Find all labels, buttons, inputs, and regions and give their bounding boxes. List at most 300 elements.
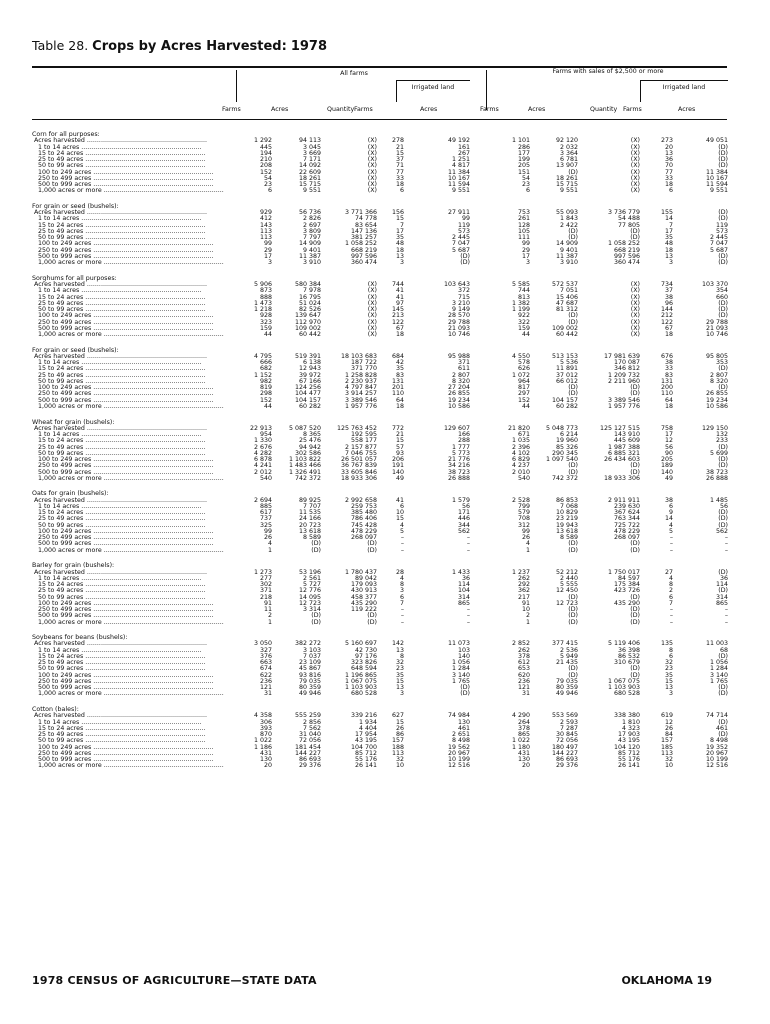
table-cell: 82 526 — [298, 306, 321, 313]
table-cell: 67 166 — [298, 377, 321, 385]
table-cell: 99 — [263, 240, 272, 248]
table-cell: 10 829 — [555, 509, 578, 517]
table-cell: 41 — [395, 293, 404, 301]
table-cell: 192 595 — [350, 431, 377, 438]
table-cell: 385 480 — [350, 509, 377, 517]
row-label: 50 to 99 acres ............................................................ — [38, 234, 206, 242]
table-cell: 1 022 — [511, 737, 530, 745]
row-label: Acres harvested ............................................................ — [34, 712, 208, 720]
table-cell: 7 — [668, 221, 673, 229]
table-cell: 12 — [664, 718, 673, 726]
row-label: 50 to 99 acres ............................................................ — [38, 162, 206, 170]
table-cell: 290 345 — [551, 449, 578, 457]
table-cell: (D) — [630, 227, 640, 235]
table-cell: 67 — [395, 324, 404, 332]
table-cell: 21 820 — [507, 424, 530, 432]
table-cell: 445 609 — [613, 437, 640, 445]
table-cell: 7 — [399, 599, 404, 607]
table-cell: 3 — [525, 259, 530, 267]
table-cell: – — [466, 618, 470, 626]
table-cell: 10 746 — [447, 331, 470, 338]
table-cell: 8 — [668, 581, 673, 588]
table-cell: 10 199 — [447, 756, 470, 763]
table-cell: 1 152 — [253, 371, 272, 379]
table-cell: 3 045 — [302, 143, 321, 151]
table-cell: 12 776 — [298, 587, 321, 595]
row-label: 1 to 14 acres ............................................................ — [38, 574, 202, 582]
row-label: 1 to 14 acres ............................................................ — [38, 287, 202, 295]
table-cell: 2 445 — [709, 234, 728, 242]
table-cell: 2 230 937 — [344, 377, 377, 385]
table-cell: 31 — [521, 690, 530, 698]
table-cell: 85 712 — [354, 749, 377, 757]
table-cell: 3 364 — [559, 149, 578, 157]
table-cell: 239 630 — [613, 502, 640, 510]
table-cell: – — [669, 546, 673, 554]
table-cell: (X) — [367, 143, 377, 151]
table-cell: 11 003 — [705, 640, 728, 648]
table-cell: 10 167 — [447, 174, 470, 182]
table-cell: 323 826 — [350, 659, 377, 667]
table-cell: 28 570 — [447, 312, 470, 320]
table-cell: 4 237 — [511, 462, 530, 470]
table-cell: (D) — [630, 593, 640, 601]
table-cell: 273 — [660, 137, 673, 145]
table-cell: 8 — [399, 581, 404, 588]
table-cell: 57 — [395, 443, 404, 451]
table-cell: (D) — [718, 209, 728, 217]
table-cell: (D) — [718, 509, 728, 517]
column-separator — [396, 80, 397, 102]
table-cell: 799 — [517, 502, 530, 510]
table-cell: 2 852 — [511, 640, 530, 648]
table-year: 1978 — [290, 39, 327, 54]
table-cell: 360 474 — [350, 259, 377, 267]
table-cell: 8 320 — [451, 377, 470, 385]
table-cell: 1 058 252 — [344, 240, 377, 248]
table-cell: 26 888 — [705, 474, 728, 482]
table-cell: 152 — [259, 168, 272, 176]
table-cell: 4 — [668, 521, 673, 529]
table-cell: 4 102 — [511, 449, 530, 457]
table-cell: 6 781 — [559, 156, 578, 163]
table-cell: 21 093 — [447, 324, 470, 332]
table-cell: 753 — [517, 209, 530, 217]
table-cell: 217 — [517, 593, 530, 601]
row-label: 1,000 acres or more ............................................................ — [38, 402, 224, 410]
table-cell: 446 — [457, 515, 470, 523]
table-cell: 83 654 — [354, 221, 377, 229]
table-cell: 5 949 — [559, 652, 578, 660]
column-header: Acres — [271, 106, 289, 113]
table-cell: 3 — [399, 587, 404, 595]
table-cell: (X) — [367, 318, 377, 326]
table-cell: 1 780 437 — [344, 568, 377, 576]
table-cell: 353 — [715, 359, 728, 367]
table-cell: 27 — [664, 568, 673, 576]
table-cell: 259 753 — [350, 502, 377, 510]
table-cell: 6 — [668, 593, 673, 601]
table-cell: 140 — [457, 652, 470, 660]
table-cell: 33 — [395, 174, 404, 182]
table-cell: 6 — [668, 502, 673, 510]
table-cell: 423 726 — [613, 587, 640, 595]
table-cell: 1 035 — [511, 437, 530, 445]
table-cell: (D) — [311, 612, 321, 620]
table-cell: 185 — [660, 743, 673, 751]
table-cell: 33 — [664, 174, 673, 182]
table-cell: 111 — [517, 234, 530, 242]
table-cell: 7 — [668, 599, 673, 607]
table-cell: 152 — [259, 396, 272, 404]
column-separator — [236, 70, 237, 102]
table-cell: 6 — [668, 652, 673, 660]
table-cell: 1 957 776 — [607, 402, 640, 410]
table-cell: 38 — [664, 496, 673, 504]
table-cell: 37 012 — [555, 371, 578, 379]
table-cell: 7 051 — [559, 287, 578, 295]
row-label: 500 to 999 acres ............................................................ — [38, 396, 214, 404]
table-cell: 2 445 — [451, 234, 470, 242]
table-cell: 35 — [664, 234, 673, 242]
table-cell: 54 488 — [617, 215, 640, 223]
table-cell: 56 — [461, 502, 470, 510]
table-cell: (X) — [367, 156, 377, 163]
table-cell: 2 — [668, 587, 673, 595]
table-cell: 93 816 — [298, 671, 321, 679]
table-cell: (D) — [630, 462, 640, 470]
table-cell: 461 — [715, 724, 728, 732]
table-cell: 262 — [517, 646, 530, 654]
table-cell: 11 387 — [555, 252, 578, 260]
table-cell: 109 002 — [551, 324, 578, 332]
table-cell: 5 687 — [709, 246, 728, 254]
table-cell: 322 — [517, 318, 530, 326]
table-cell: 23 109 — [298, 659, 321, 667]
row-label: 25 to 49 acres ............................................................ — [38, 156, 206, 163]
table-cell: 367 624 — [613, 509, 640, 517]
table-cell: 97 — [395, 299, 404, 307]
table-cell: 7 562 — [302, 724, 321, 732]
section-heading: Sorghums for all purposes: — [32, 274, 117, 282]
table-cell: 30 845 — [555, 731, 578, 738]
table-cell: 1 097 540 — [545, 456, 578, 463]
row-label: 100 to 249 acres ............................................................ — [38, 671, 214, 679]
row-label: 15 to 24 acres ............................................................ — [38, 221, 206, 229]
table-cell: 6 214 — [559, 431, 578, 438]
table-cell: 122 — [391, 318, 404, 326]
table-cell: 55 176 — [617, 756, 640, 763]
table-cell: (D) — [568, 318, 578, 326]
table-cell: 29 — [521, 246, 530, 254]
table-cell: 104 157 — [551, 396, 578, 404]
table-cell: 9 551 — [559, 187, 578, 195]
table-cell: – — [724, 534, 728, 542]
table-cell: 8 589 — [559, 534, 578, 542]
table-cell: 205 — [660, 456, 673, 463]
table-cell: 680 528 — [350, 690, 377, 698]
table-cell: 277 — [259, 574, 272, 582]
table-cell: 11 891 — [555, 365, 578, 373]
table-cell: 139 647 — [294, 312, 321, 320]
table-cell: 1 022 — [253, 737, 272, 745]
row-label: 100 to 249 acres ............................................................ — [38, 527, 214, 535]
table-cell: 34 216 — [447, 462, 470, 470]
table-cell: 23 — [664, 665, 673, 673]
table-cell: 4 795 — [253, 352, 272, 360]
table-cell: 70 — [664, 162, 673, 170]
table-cell: 19 562 — [447, 743, 470, 751]
table-cell: 23 — [263, 181, 272, 188]
table-cell: 1 843 — [559, 215, 578, 223]
table-cell: – — [466, 540, 470, 548]
table-cell: 9 149 — [451, 306, 470, 313]
table-cell: 208 — [259, 162, 272, 170]
row-label: 15 to 24 acres ............................................................ — [38, 149, 206, 157]
table-cell: (D) — [568, 168, 578, 176]
column-header: Quantity — [590, 106, 618, 113]
table-cell: 620 — [517, 671, 530, 679]
table-cell: 572 537 — [551, 281, 578, 288]
table-cell: 13 618 — [555, 527, 578, 535]
table-cell: 725 722 — [613, 521, 640, 529]
table-cell: – — [400, 612, 404, 620]
table-cell: 1 067 075 — [344, 677, 377, 685]
table-cell: (D) — [568, 227, 578, 235]
table-cell: 6 — [399, 502, 404, 510]
table-cell: 1 237 — [511, 568, 530, 576]
table-cell: 31 040 — [298, 731, 321, 738]
table-cell: (D) — [718, 684, 728, 692]
table-cell: 682 — [259, 365, 272, 373]
row-label: 50 to 99 acres ............................................................ — [38, 737, 206, 745]
table-cell: 382 272 — [294, 640, 321, 648]
table-cell: 44 — [263, 331, 272, 338]
table-cell: 371 770 — [350, 365, 377, 373]
table-cell: 2 807 — [451, 371, 470, 379]
table-cell: 7 068 — [559, 502, 578, 510]
row-label: 1,000 acres or more ............................................................ — [38, 618, 224, 626]
table-cell: 435 290 — [613, 599, 640, 607]
table-cell: (D) — [630, 665, 640, 673]
table-cell: 1 284 — [451, 665, 470, 673]
table-cell: 8 — [668, 646, 673, 654]
table-cell: 13 — [395, 252, 404, 260]
table-cell: 152 — [517, 396, 530, 404]
section-heading: Soybeans for beans (bushels): — [32, 634, 128, 642]
table-cell: 2 992 658 — [344, 496, 377, 504]
table-cell: (X) — [630, 331, 640, 338]
table-cell: 26 501 057 — [340, 456, 377, 463]
row-label: 1 to 14 acres ............................................................ — [38, 502, 202, 510]
table-cell: 2 396 — [511, 443, 530, 451]
table-cell: 79 035 — [555, 677, 578, 685]
table-cell: 9 401 — [302, 246, 321, 254]
table-cell: 72 056 — [298, 737, 321, 745]
table-cell: 68 — [719, 646, 728, 654]
table-cell: 1 934 — [358, 718, 377, 726]
table-cell: (D) — [718, 259, 728, 267]
row-label: Acres harvested ............................................................ — [34, 137, 208, 145]
table-cell: 29 788 — [705, 318, 728, 326]
table-cell: 35 — [395, 671, 404, 679]
table-cell: 371 — [259, 587, 272, 595]
table-cell: 6 — [668, 187, 673, 195]
table-cell: – — [724, 618, 728, 626]
table-cell: 10 199 — [705, 756, 728, 763]
table-cell: 21 776 — [447, 456, 470, 463]
row-label: 250 to 499 acres ............................................................ — [38, 462, 214, 470]
table-cell: 3 — [267, 259, 272, 267]
table-cell: – — [400, 618, 404, 626]
table-cell: 4 290 — [511, 712, 530, 720]
table-cell: 10 167 — [705, 174, 728, 182]
table-cell: 104 — [457, 587, 470, 595]
table-cell: 74 984 — [447, 712, 470, 720]
table-cell: 7 047 — [709, 240, 728, 248]
table-cell: 9 551 — [451, 187, 470, 195]
table-cell: 81 312 — [555, 306, 578, 313]
table-cell: 885 — [259, 502, 272, 510]
table-cell: 22 913 — [249, 424, 272, 432]
table-cell: 36 767 839 — [340, 462, 377, 470]
table-cell: (D) — [630, 540, 640, 548]
table-cell: 113 — [259, 234, 272, 242]
table-cell: (X) — [367, 168, 377, 176]
table-cell: 74 778 — [354, 215, 377, 223]
row-label: 50 to 99 acres ............................................................ — [38, 377, 206, 385]
table-cell: 140 — [391, 468, 404, 476]
table-cell: 49 946 — [298, 690, 321, 698]
table-cell: 13 — [664, 252, 673, 260]
table-cell: 77 805 — [617, 221, 640, 229]
row-label: 250 to 499 acres ............................................................ — [38, 246, 214, 254]
table-cell: (X) — [630, 156, 640, 163]
table-cell: 55 093 — [555, 209, 578, 217]
table-cell: 90 — [664, 449, 673, 457]
table-cell: 1 777 — [451, 443, 470, 451]
table-cell: – — [669, 534, 673, 542]
table-cell: 377 415 — [551, 640, 578, 648]
table-cell: 91 — [521, 599, 530, 607]
table-cell: 24 166 — [298, 515, 321, 523]
table-cell: 20 967 — [447, 749, 470, 757]
table-cell: 23 — [521, 181, 530, 188]
table-cell: 11 594 — [705, 181, 728, 188]
table-cell: 175 384 — [613, 581, 640, 588]
table-cell: 66 012 — [555, 377, 578, 385]
table-cell: 708 — [517, 515, 530, 523]
table-cell: 4 358 — [253, 712, 272, 720]
table-cell: 29 376 — [298, 762, 321, 770]
table-cell: (D) — [718, 299, 728, 307]
table-cell: – — [669, 612, 673, 620]
row-label: 1 to 14 acres ............................................................ — [38, 646, 202, 654]
table-cell: 1 — [267, 618, 272, 626]
table-cell: 1 — [525, 618, 530, 626]
table-cell: 6 829 — [511, 456, 530, 463]
table-cell: 14 092 — [298, 162, 321, 170]
table-cell: (D) — [568, 312, 578, 320]
table-cell: 2 211 960 — [607, 377, 640, 385]
table-cell: 143 910 — [613, 431, 640, 438]
table-cell: 3 389 546 — [344, 396, 377, 404]
table-cell: 8 498 — [709, 737, 728, 745]
row-label: 50 to 99 acres ............................................................ — [38, 665, 206, 673]
table-cell: 653 — [517, 665, 530, 673]
table-cell: 1 218 — [253, 306, 272, 313]
table-cell: (D) — [718, 156, 728, 163]
table-cell: 84 597 — [617, 574, 640, 582]
table-cell: 445 — [259, 143, 272, 151]
table-cell: 104 120 — [613, 743, 640, 751]
table-cell: (D) — [630, 606, 640, 613]
table-cell: (D) — [367, 546, 377, 554]
table-cell: 11 387 — [298, 252, 321, 260]
table-cell: 11 384 — [705, 168, 728, 176]
table-cell: (D) — [568, 384, 578, 392]
row-label: 100 to 249 acres ............................................................ — [38, 240, 214, 248]
table-cell: 19 943 — [555, 521, 578, 529]
table-cell: 205 — [517, 162, 530, 170]
table-cell: 10 746 — [705, 331, 728, 338]
table-cell: 7 171 — [302, 156, 321, 163]
table-cell: 19 352 — [705, 743, 728, 751]
table-cell: – — [466, 612, 470, 620]
row-label: 100 to 249 acres ............................................................ — [38, 743, 214, 751]
table-cell: 17 — [664, 431, 673, 438]
table-cell: 84 — [664, 731, 673, 738]
table-cell: 86 853 — [555, 496, 578, 504]
table-cell: (X) — [367, 299, 377, 307]
table-cell: 381 257 — [350, 234, 377, 242]
table-cell: 922 — [517, 312, 530, 320]
table-cell: 278 — [391, 137, 404, 145]
table-cell: 1 199 — [511, 306, 530, 313]
table-cell: 461 — [457, 724, 470, 732]
table-cell: 49 192 — [447, 137, 470, 145]
table-cell: 86 — [395, 731, 404, 738]
row-label: 500 to 999 acres ............................................................ — [38, 756, 214, 763]
table-cell: (D) — [718, 162, 728, 170]
table-cell: 166 — [457, 431, 470, 438]
table-cell: 18 933 306 — [603, 474, 640, 482]
table-cell: (D) — [568, 612, 578, 620]
table-cell: 89 925 — [298, 496, 321, 504]
row-label: Acres harvested ............................................................ — [34, 281, 208, 288]
row-label: 15 to 24 acres ............................................................ — [38, 365, 206, 373]
table-cell: 86 532 — [617, 652, 640, 660]
table-cell: 2 032 — [559, 143, 578, 151]
table-cell: 929 — [259, 209, 272, 217]
table-cell: 268 097 — [350, 534, 377, 542]
table-cell: 1 483 466 — [288, 462, 321, 470]
table-cell: (D) — [630, 234, 640, 242]
table-cell: 36 — [719, 574, 728, 582]
table-cell: 42 730 — [354, 646, 377, 654]
table-cell: (D) — [630, 546, 640, 554]
column-header: Farms — [480, 106, 499, 113]
table-cell: 155 — [660, 209, 673, 217]
table-cell: 144 227 — [294, 749, 321, 757]
table-cell: 763 344 — [613, 515, 640, 523]
table-cell: 32 — [395, 659, 404, 667]
table-cell: 170 087 — [613, 359, 640, 367]
row-label: 1 to 14 acres ............................................................ — [38, 718, 202, 726]
table-cell: 627 — [391, 712, 404, 720]
table-cell: (D) — [718, 587, 728, 595]
table-cell: 1 284 — [709, 665, 728, 673]
